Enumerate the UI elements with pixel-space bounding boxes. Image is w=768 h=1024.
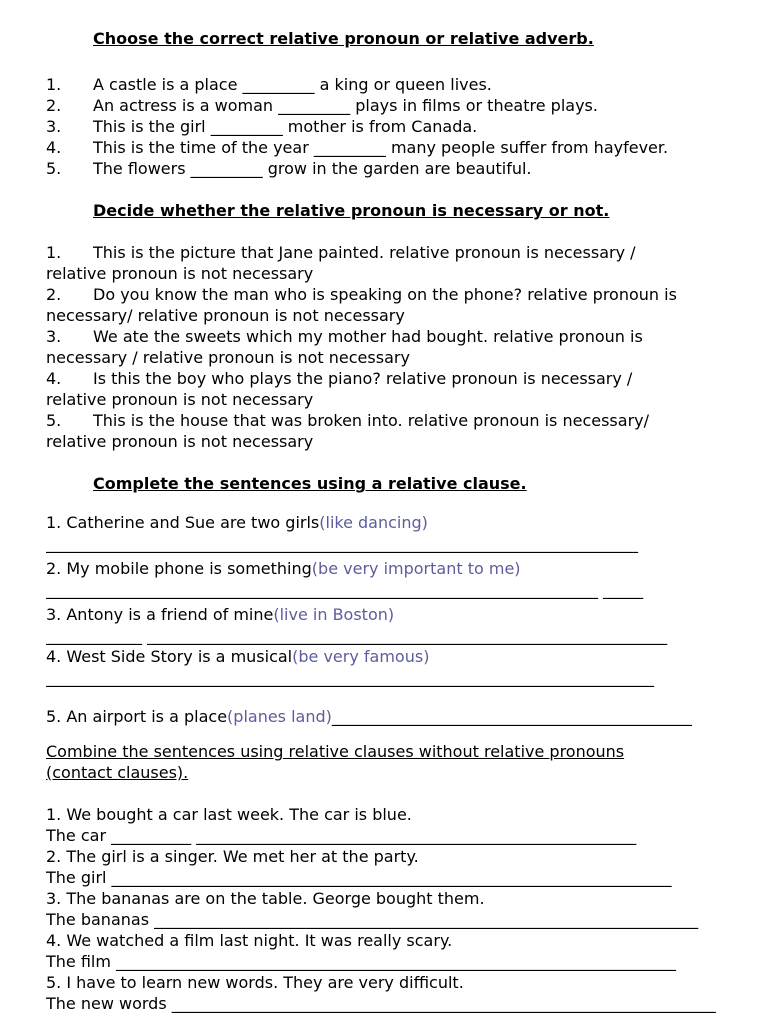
item-text: This is the house that was broken into. relative pronoun is necessary/ [93,411,650,430]
item-text-continued: relative pronoun is not necessary [46,390,314,409]
exercise-item [46,706,750,727]
answer-line [46,951,750,972]
hint-text: (live in Boston) [273,605,395,624]
exercise-item-line [46,431,750,452]
exercise-item [46,558,750,579]
item-number: 2. [46,96,62,115]
exercise-item-line [46,263,750,284]
answer-prefix: The car [46,826,107,845]
item-text: This is the time of the year _________ many people suffer from hayfever. [93,138,669,157]
answer-prefix: The film [46,952,111,971]
item-number: 5. [46,411,62,430]
answer-blank-line: ____________ _________________________________________________________________ [46,626,668,645]
item-text: We ate the sweets which my mother had bought. relative pronoun is [93,327,643,346]
exercise-sentence: 5. I have to learn new words. They are very difficult. [46,973,464,992]
exercise-item-line [46,389,750,410]
item-number: 3. [46,117,62,136]
hint-text: (be very important to me) [311,559,521,578]
heading-complete-sentences [93,473,750,494]
heading-combine-line2: (contact clauses). [46,763,189,782]
item-text-continued: relative pronoun is not necessary [46,264,314,283]
hint-text: (like dancing) [319,513,428,532]
answer-blank-line: _____________________________________________________________________ _____ [46,580,644,599]
exercise-item-line [46,347,750,368]
item-number: 4. [46,369,62,388]
exercise-sentence: 4. We watched a film last night. It was really scary. [46,931,453,950]
exercise-item [46,512,750,533]
answer-blank-inline: ______________________________________________________________________ [106,868,672,887]
exercise-item-line [46,368,750,389]
answer-blank-inline: ____________________________________________________________________ [149,910,699,929]
item-text: This is the picture that Jane painted. relative pronoun is necessary / [93,243,636,262]
answer-blank-inline: _____________________________________________ [331,707,692,726]
answer-line [46,867,750,888]
item-number: 5. [46,159,62,178]
section-choose [46,74,750,179]
heading-decide-necessary [93,200,750,221]
item-text: 1. Catherine and Sue are two girls [46,513,320,532]
item-text: This is the girl _________ mother is from Canada. [93,117,478,136]
answer-blank-inline: ____________________________________________________________________ [166,994,716,1013]
answer-line [46,825,750,846]
heading-choose-pronoun [93,28,750,49]
item-number: 2. [46,285,62,304]
exercise-item [46,116,750,137]
section-decide [46,242,750,452]
heading-choose-pronoun-text: Choose the correct relative pronoun or relative adverb. [93,29,594,48]
item-text-continued: necessary/ relative pronoun is not necessary [46,306,405,325]
answer-prefix: The bananas [46,910,150,929]
exercise-item-line [46,410,750,431]
answer-line [46,909,750,930]
exercise-item-line [46,284,750,305]
item-text-continued: relative pronoun is not necessary [46,432,314,451]
exercise-item-line [46,326,750,347]
item-number: 4. [46,138,62,157]
exercise-item [46,137,750,158]
item-text: Is this the boy who plays the piano? relative pronoun is necessary / [93,369,633,388]
exercise-sentence: 3. The bananas are on the table. George bought them. [46,889,485,908]
item-number: 1. [46,75,62,94]
exercise-item [46,74,750,95]
item-number: 3. [46,327,62,346]
exercise-item [46,158,750,179]
hint-text: (be very famous) [292,647,430,666]
exercise-item-line [46,242,750,263]
exercise-sentence: 1. We bought a car last week. The car is blue. [46,805,412,824]
item-number: 1. [46,243,62,262]
answer-prefix: The new words [46,994,167,1013]
answer-blank-inline: __________ _______________________________________________________ [106,826,637,845]
section-complete [46,512,750,727]
answer-blank-inline: ______________________________________________________________________ [110,952,677,971]
item-text: 3. Antony is a friend of mine [46,605,274,624]
item-text: A castle is a place _________ a king or queen lives. [93,75,492,94]
answer-prefix: The girl [46,868,107,887]
item-text: The flowers _________ grow in the garden are beautiful. [93,159,532,178]
item-text: 4. West Side Story is a musical [46,647,293,666]
heading-combine-sentences [46,741,750,783]
exercise-item-line [46,305,750,326]
item-text: 2. My mobile phone is something [46,559,312,578]
section-combine [46,804,750,1014]
heading-combine-line1: Combine the sentences using relative clauses without relative pronouns [46,742,625,761]
heading-complete-sentences-text: Complete the sentences using a relative clause. [93,474,527,493]
item-text: Do you know the man who is speaking on the phone? relative pronoun is [93,285,677,304]
item-text: An actress is a woman _________ plays in films or theatre plays. [93,96,598,115]
item-text-continued: necessary / relative pronoun is not necessary [46,348,410,367]
answer-blank-line: ____________________________________________________________________________ [46,668,654,687]
hint-text: (planes land) [227,707,332,726]
answer-line [46,993,750,1014]
heading-decide-necessary-text: Decide whether the relative pronoun is necessary or not. [93,201,610,220]
item-text: 5. An airport is a place [46,707,228,726]
exercise-item [46,646,750,667]
exercise-sentence: 2. The girl is a singer. We met her at the party. [46,847,419,866]
answer-blank-line: __________________________________________________________________________ [46,534,638,553]
exercise-item [46,604,750,625]
exercise-item [46,95,750,116]
